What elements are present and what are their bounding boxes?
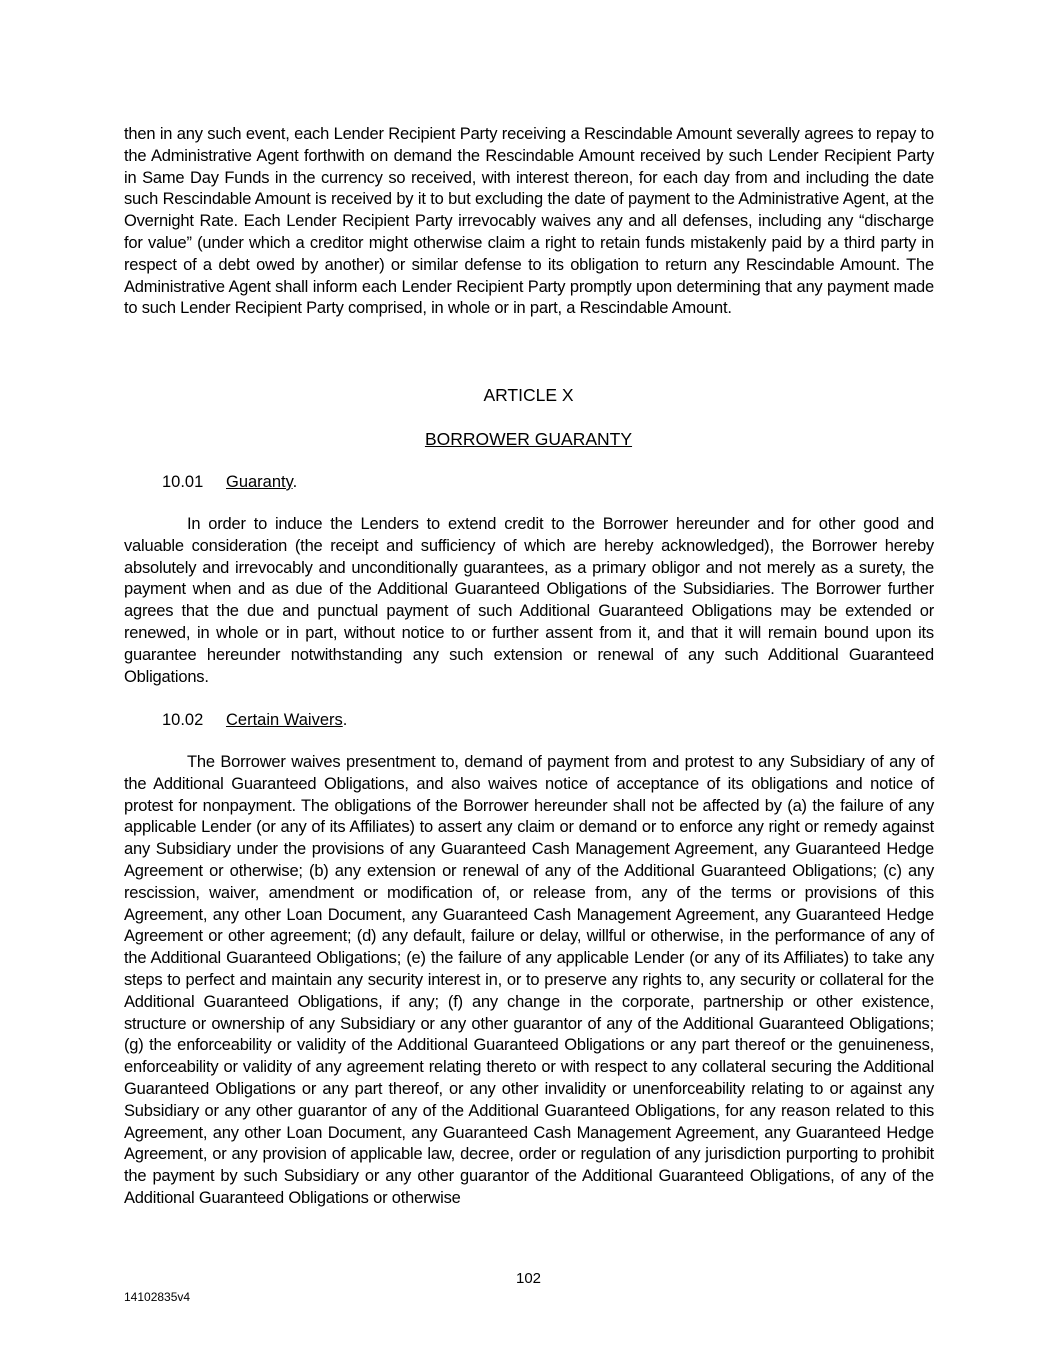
article-number: ARTICLE X xyxy=(483,385,574,405)
section-heading-10-02 xyxy=(162,711,347,730)
section-title-period: . xyxy=(292,473,298,491)
section-10-02-text: The Borrower waives presentment to, demand of payment from and protest to any Subsidiary of any of the Additional Guaranteed Obligations, and also waives notice of acceptance of its obligations and notice of protest for nonpayment. The obligations of the Borrower hereunder shall not be affected by (a) the failure of any applicable Lender (or any of its Affiliates) to assert any claim or demand or to enforce any right or remedy against any Subsidiary under the provisions of any Guaranteed Cash Management Agreement, any Guaranteed Hedge Agreement or otherwise; (b) any extension or renewal of any of the Additional Guaranteed Obligations; (c) any rescission, waiver, amendment or modification of, or release from, any of the terms or provisions of this Agreement, any other Loan Document, any Guaranteed Cash Management Agreement, any Guaranteed Hedge Agreement or other agreement; (d) any default, failure or delay, willful or otherwise, in the performance of any of the Additional Guaranteed Obligations; (e) the failure of any applicable Lender (or any of its Affiliates) to take any steps to perfect and maintain any security interest in, or to preserve any rights to, any security or collateral for the Additional Guaranteed Obligations, if any; (f) any change in the corporate, partnership or other existence, structure or ownership of any Subsidiary or any other guarantor of any of the Additional Guaranteed Obligations; (g) the enforceability or validity of the Additional Guaranteed Obligations or any part thereof or the genuineness, enforceability or validity of any agreement relating thereto or with respect to any collateral securing the Additional Guaranteed Obligations or any part thereof, or any other invalidity or unenforceability relating to or against any Subsidiary or any other guarantor of any of the Additional Guaranteed Obligations, for any reason related to this Agreement, any other Loan Document, any Guaranteed Cash Management Agreement, any Guaranteed Hedge Agreement, or any provision of applicable law, decree, order or regulation of any jurisdiction purporting to prohibit the payment by such Subsidiary or any other guarantor of the Additional Guaranteed Obligations, of any of the Additional Guaranteed Obligations or otherwise xyxy=(124,753,934,1207)
section-title: Certain Waivers xyxy=(226,711,343,729)
document-id: 14102835v4 xyxy=(124,1290,191,1304)
section-title-period: . xyxy=(342,711,348,729)
section-number: 10.02 xyxy=(162,711,204,729)
page-number: 102 xyxy=(515,1270,542,1287)
section-number: 10.01 xyxy=(162,473,204,491)
section-10-01-text: In order to induce the Lenders to extend credit to the Borrower hereunder and for other good and valuable consideration (the receipt and sufficiency of which are hereby acknowledged), the Borrower hereby absolutely and irrevocably and unconditionally guarantees, as a primary obligor and not merely as a surety, the payment when and as due of the Additional Guaranteed Obligations of the Subsidiaries. The Borrower further agrees that the due and punctual payment of such Additional Guaranteed Obligations may be extended or renewed, in whole or in part, without notice to or further assent from it, and that it will remain bound upon its guarantee hereunder notwithstanding any such extension or renewal of any such Additional Guaranteed Obligations. xyxy=(124,515,934,686)
article-title-wrap xyxy=(0,429,1057,450)
section-title: Guaranty xyxy=(226,473,293,491)
carryover-paragraph: then in any such event, each Lender Recipient Party receiving a Rescindable Amount severally agrees to repay to the Administrative Agent forthwith on demand the Rescindable Amount received by such Lender Recipient Party in Same Day Funds in the currency so received, with interest thereon, for each day from and including the date such Rescindable Amount is received by it to but excluding the date of payment to the Administrative Agent, at the Overnight Rate. Each Lender Recipient Party irrevocably waives any and all defenses, including any “discharge for value” (under which a creditor might otherwise claim a right to retain funds mistakenly paid by a third party in respect of a debt owed by another) or similar defense to its obligation to return any Rescindable Amount. The Administrative Agent shall inform each Lender Recipient Party promptly upon determining that any payment made to such Lender Recipient Party comprised, in whole or in part, a Rescindable Amount. xyxy=(124,125,934,318)
section-heading-10-01 xyxy=(162,473,297,492)
article-title: BORROWER GUARANTY xyxy=(424,429,633,449)
